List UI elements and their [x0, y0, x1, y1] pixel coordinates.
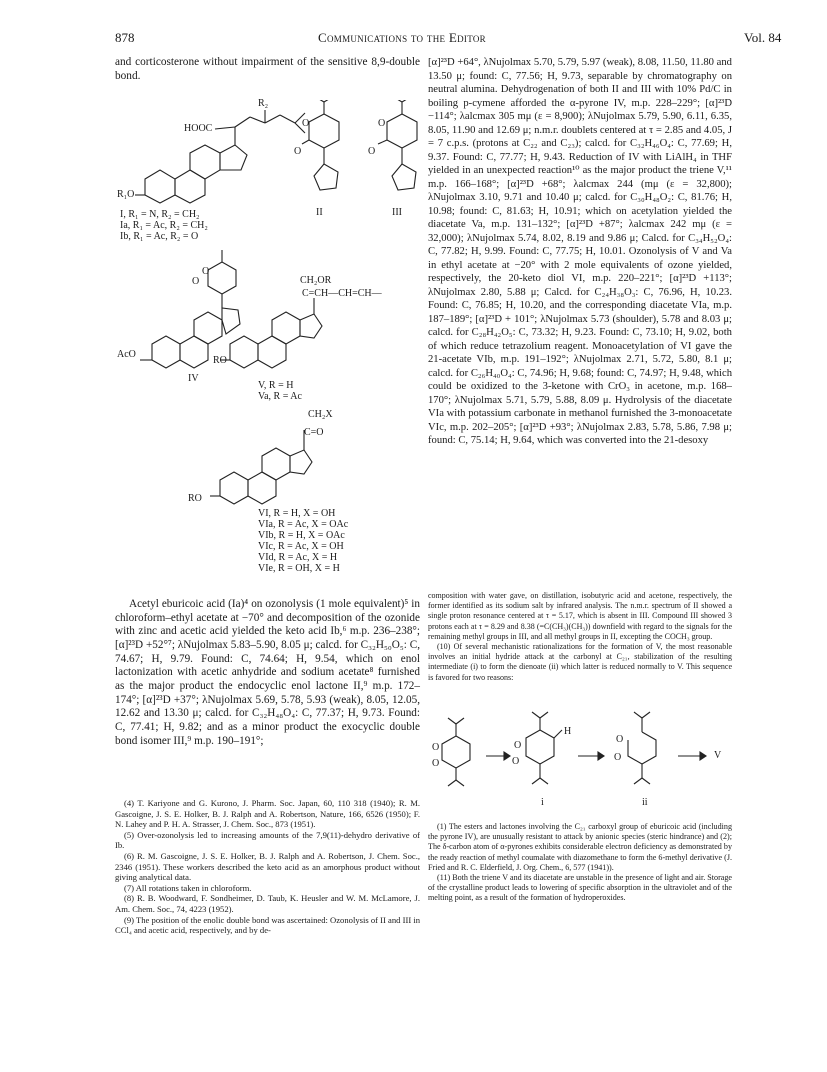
footnote-10: (10) Of several mechanistic rationalizations for the formation of V, the most reasonable involves an initial hydride attack at the carbonyl at C₂₁, stabilization of the resulting intermediate (i) to form the dienoate (ii) which latter is reduced normally to V. This sequence is favored for two reasons:	[428, 642, 732, 682]
right-body-paragraph: [α]²³D +64°, λNujolmax 5.70, 5.79, 5.97 (weak), 8.08, 11.50, 11.80 and 13.50 μ; found: C, 77.56; H, 9.73, separable by chromatography on neutral alumina. Dehydrogenation of both II and III with 10% Pd/C in boiling p-cymene afforded the α-pyrone IV, m.p. 228–229°; [α]²³D −114°; λalcmax 305 mμ (ε = 8,900); λNujolmax 5.79, 5.90, 6.11, 6.35, 8.05, 11.90 and 12.69 μ; n.m.r. doublets centered at τ = 2.85 and 4.05, J = 7 c.p.s. (protons at C₂₂ and C₂₃); calcd. for C₃₂H₄₆O₄: C, 77.69; H, 9.37. Found: C, 77.77; H, 9.43. Reduction of IV with LiAlH₄ in THF yielded in an unexpected reaction¹⁰ as the major product the triene V,¹¹ m.p. 166–168°; [α]²³D +68°; λalcmax 244 (mμ (ε = 32,800); λNujolmax 3.10, 9.71 and 10.40 μ; calcd. for C₃₀H₄₈O₂: C, 81.76; H, 10.98; found: C, 81.63; H, 10.91; which on acetylation yielded the diacetate Va, m.p. 131–132°; [α]²³D +87°; λalcmax 242 mμ (ε = 32,000); λNujolmax 5.74, 8.02, 8.19 and 9.86 μ; Calcd. for C₃₄H₅₂O₄: C, 77.82; H, 9.99. Found: C, 77.75; H, 10.01. Ozonolysis of V and Va in ethyl acetate at −20° with 2 mole equivalents of ozone yielded, respectively, the 20-keto diol VI, m.p. 220–221°; [α]²³D +113°; λNujolmax 2.80, 5.88 μ; Calcd. for C₂₄H₃₈O₃: C, 76.96, H, 10.23. Found: C, 76.85; H, 10.20, and the corresponding diacetate VIa, m.p. 187–189°; [α]²³D + 101°; λNujolmax 5.73 (shoulder), 5.78 and 8.03 μ; calcd. for C₂₈H₄₂O₅: C, 73.32; H, 9.23. Found: C, 73.10; H, 9.02, both of which reduce tetrazolium reagent. Monoacetylation of VI gave the 21-acetate VIb, m.p. 191–192°; λNujolmax 2.71, 5.72, 5.80, 8.1 μ; calcd. for C₂₆H₄₀O₄: C, 74.96; H, 9.68; found: C, 74.97; H, 9.48, which could be oxidized to the 3-ketone with CrO₃ in acetone, m.p. 168–170°; λNujolmax 5.71, 5.79, 5.88, 8.09 μ. Hydrolysis of the diacetate VIa with potassium carbonate in methanol furnished the 3-monoacetate VIc, m.p. 202–205°; [α]²³D +93°; λNujolmax 2.83, 5.78, 5.86, 7.98 μ; found: C, 75.14; H, 9.64, which was converted into the 21-desoxy	[428, 57, 732, 446]
compound-I-legend-2: Ia, R₁ = Ac, R₂ = CH₂	[120, 220, 208, 231]
svg-text:O: O	[202, 266, 210, 277]
compound-VI-legend-2: VIa, R = Ac, X = OAc	[258, 519, 349, 530]
compound-V-legend-2: Va, R = Ac	[258, 391, 302, 402]
compound-IV-label: IV	[188, 373, 199, 384]
compound-VI-legend-4: VIc, R = Ac, X = OH	[258, 541, 344, 552]
label-ro-b: RO	[188, 493, 202, 504]
compound-II-label: II	[316, 207, 323, 218]
footnote-8: (8) R. B. Woodward, F. Sondheimer, D. Taub, K. Heusler and W. M. McLamore, J. Am. Chem. Soc., 74, 4223 (1952).	[115, 893, 420, 914]
svg-text:O: O	[614, 752, 622, 763]
left-footnotes	[115, 798, 420, 936]
scheme-label-V: V	[714, 750, 722, 761]
structure-I	[115, 95, 315, 205]
compound-VI-legend-6: VIe, R = OH, X = H	[258, 563, 340, 574]
label-ch2or: CH₂OR	[300, 275, 332, 286]
svg-text:O: O	[432, 742, 440, 753]
footnote-9: (9) The position of the enolic double bond was ascertained: Ozonolysis of II and III in CCl₄ and acetic acid, respectively, and by de-	[115, 914, 421, 936]
page-number: 878	[115, 30, 135, 45]
svg-text:O: O	[192, 276, 200, 287]
label-ro-a: RO	[213, 355, 227, 366]
footnote-9-continued: composition with water gave, on distillation, isobutyric acid and acetone, respectively, the former identified as its sodium salt by infrared analysis. The n.m.r. spectrum of II showed a single proton resonance centered at τ = 5.17, which is absent in III. Compound III showed 3 protons each at τ = 8.29 and 8.38 (=C(CH₃)(CH₃)) downfield with regard to the signals for the remaining methyl groups in III, and all methyl groups in II, excepting the COCH₃ group.	[428, 591, 732, 641]
footnote-6: (6) R. M. Gascoigne, J. S. E. Holker, B. J. Ralph and A. Robertson, J. Chem. Soc., 2346 (1951). These workers described the keto acid as an amorphous product without giving analytical data.	[115, 850, 420, 883]
svg-text:O: O	[294, 146, 302, 157]
compound-III-label: III	[392, 207, 402, 218]
structure-VI	[200, 408, 330, 508]
svg-text:O: O	[514, 740, 522, 751]
label-r1o: R₁O	[117, 189, 135, 200]
footnote-10-reasons: (1) The esters and lactones involving the C₂₁ carboxyl group of eburicoic acid (including the pyrone IV), are unusually resistant to attack by anionic species (steric hindrance) and (2); The δ-carbon atom of α-pyrones exhibits considerable electron deficiency as demonstrated by the ready reaction of methyl coumalate with diazomethane to form the 6-methyl derivative (J. Fried and R. C. Elderfield, J. Org. Chem., 6, 577 (1941)).	[428, 822, 732, 872]
scheme-label-i: i	[541, 797, 544, 808]
footnote-4: (4) T. Kariyone and G. Kurono, J. Pharm. Soc. Japan, 60, 110 318 (1940); R. M. Gascoigne, J. S. E. Holker, B. J. Ralph and A. Robertson, Nature, 166, 6526 (1950); F. N. Lahey and P. H. A. Strasser, J. Chem. Soc., 873 (1951).	[115, 798, 420, 830]
left-body	[115, 598, 420, 748]
footnote-11: (11) Both the triene V and its diacetate are unstable in the presence of light and air. Storage of the crystalline product leads to lowering of specific absorption in the ultraviolet and of the melting point, as a result of the formation of hydroperoxides.	[428, 873, 732, 903]
label-hooc: HOOC	[184, 123, 213, 134]
footnote-5: (5) Over-ozonolysis led to increasing amounts of the 7,9(11)-dehydro derivative of Ib.	[115, 829, 420, 851]
steroid-rings-I	[135, 110, 305, 203]
structure-II	[292, 100, 362, 210]
right-body	[428, 56, 732, 448]
right-footnotes-bottom	[428, 822, 732, 904]
compound-V-legend-1: V, R = H	[258, 380, 294, 391]
compound-VI-legend-1: VI, R = H, X = OH	[258, 508, 336, 519]
label-keto: C=O	[304, 427, 324, 438]
svg-text:O: O	[378, 118, 386, 129]
right-footnotes-top	[428, 591, 732, 683]
compound-VI-legend-3: VIb, R = H, X = OAc	[258, 530, 345, 541]
scheme-label-ii: ii	[642, 797, 648, 808]
scheme-label-H: H	[564, 726, 572, 737]
svg-text:O: O	[302, 118, 310, 129]
left-top-paragraph	[115, 56, 420, 84]
footnote-7: (7) All rotations taken in chloroform.	[124, 882, 252, 893]
mechanism-scheme	[428, 704, 732, 814]
running-title: Communications to the Editor	[318, 30, 486, 45]
volume-label: Vol. 84	[744, 30, 782, 45]
label-aco: AcO	[117, 349, 136, 360]
svg-text:O: O	[616, 734, 624, 745]
left-top-text: and corticosterone without impairment of the sensitive 8,9-double bond.	[115, 56, 420, 82]
label-ch2x: CH₂X	[308, 409, 333, 420]
compound-VI-legend-5: VId, R = Ac, X = H	[258, 552, 338, 563]
compound-I-legend-3: Ib, R₁ = Ac, R₂ = O	[120, 231, 199, 242]
label-diene-chain: C=CH—CH=CH—	[302, 288, 382, 299]
left-body-paragraph: Acetyl eburicoic acid (Ia)⁴ on ozonolysis (1 mole equivalent)⁵ in chloroform–ethyl acetate at −70° and decomposition of the ozonide with zinc and acetic acid yielded the keto acid Ib,⁶ m.p. 236–238°; [α]²³D +52°⁷; λNujolmax 5.83–5.90, 8.05 μ; calcd. for C₃₂H₅₀O₅: C, 74.67; H, 9.79. Found: C, 74.64; H, 9.54, which on enol lactonization with acetic anhydride and sodium acetate⁸ furnished as the major product the endocyclic enol lactone II,⁹ m.p. 172–174°; [α]²³D +37°; λNujolmax 5.69, 5.78, 5.93 (weak), 8.05, 12.05, 12.62 and 13.30 μ; calcd. for C₃₂H₄₈O₄: C, 77.37; H, 9.73. Found: C, 77.41; H, 9.82; and as a minor product the exocyclic double bond isomer III,⁹ m.p. 190–191°;	[115, 598, 420, 747]
label-R2: R₂	[258, 98, 269, 109]
compound-I-legend-1: I, R₁ = N, R₂ = CH₂	[120, 209, 200, 220]
svg-text:O: O	[512, 756, 520, 767]
svg-text:O: O	[368, 146, 376, 157]
svg-text:O: O	[432, 758, 440, 769]
